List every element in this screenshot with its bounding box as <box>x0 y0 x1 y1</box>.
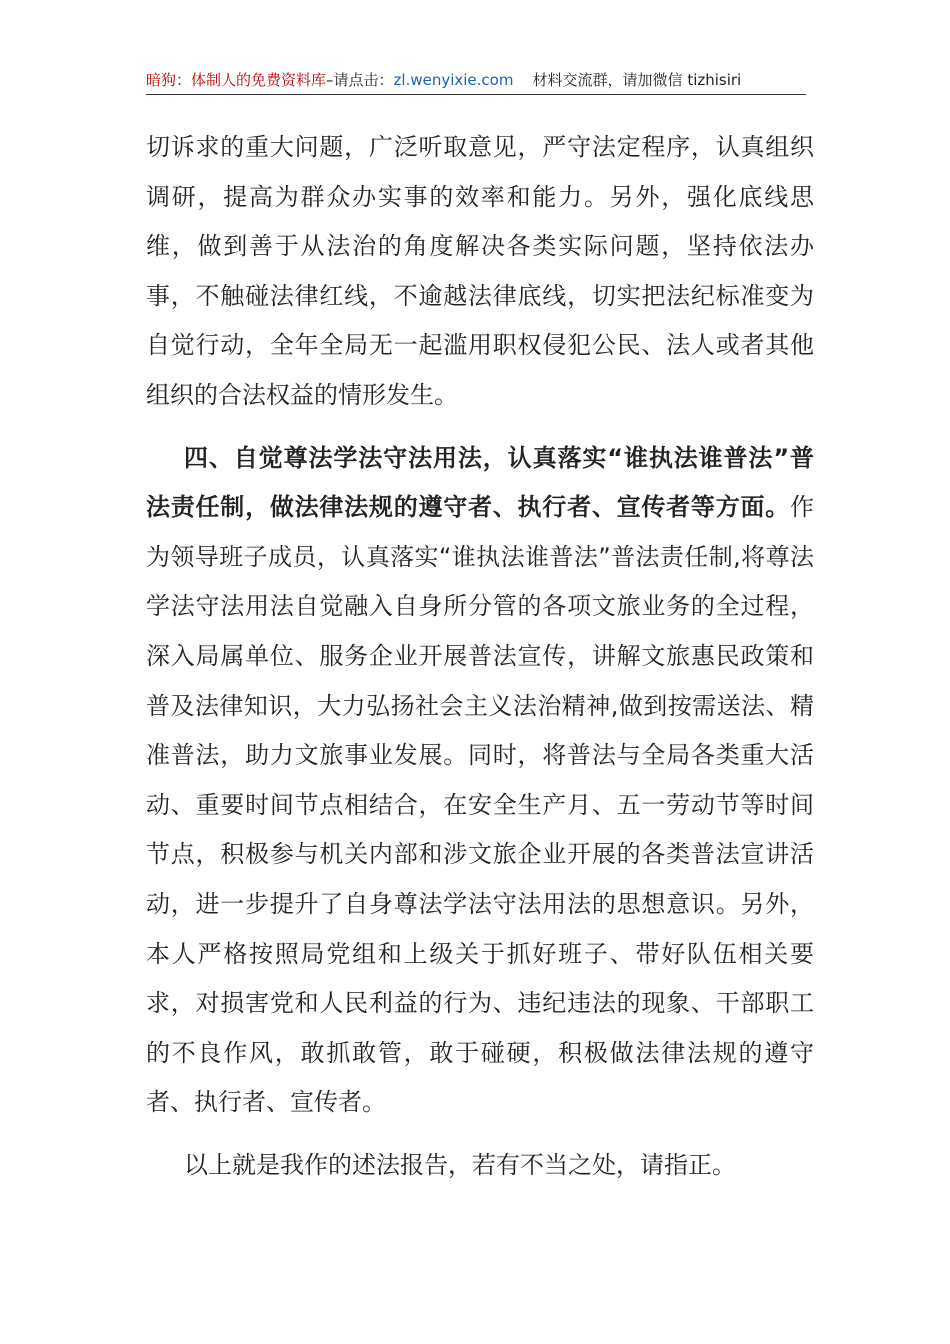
page-header <box>146 66 806 95</box>
section-4-paragraph <box>146 434 814 1128</box>
section-4-heading: 四、自觉尊法学法守法用法，认真落实“谁执法谁普法”普法责任制，做法律法规的遵守者、执行者、宣传者等方面。 <box>146 443 814 522</box>
closing-paragraph: 以上就是我作的述法报告，若有不当之处，请指正。 <box>184 1150 736 1179</box>
paragraph-continued: 切诉求的重大问题，广泛听取意见，严守法定程序，认真组织调研，提高为群众办实事的效率和能力。另外，强化底线思维，做到善于从法治的角度解决各类实际问题，坚持依法办事，不触碰法律红线，不逾越法律底线，切实把法纪标准变为自觉行动，全年全局无一起滥用职权侵犯公民、法人或者其他组织的合法权益的情形发生。 <box>146 133 814 409</box>
header-click-prompt: –请点击： <box>326 71 394 89</box>
header-spacer <box>513 71 532 89</box>
header-group-note: 材料交流群，请加微信 tizhisiri <box>532 71 742 89</box>
header-site-name: 暗狗：体制人的免费资料库 <box>146 71 327 89</box>
document-body <box>146 123 814 1190</box>
header-site-link[interactable]: zl.wenyixie.com <box>393 71 514 89</box>
section-4-body: 作为领导班子成员，认真落实“谁执法谁普法”普法责任制,将尊法学法守法用法自觉融入自身所分管的各项文旅业务的全过程，深入局属单位、服务企业开展普法宣传，讲解文旅惠民政策和普及法律知识，大力弘扬社会主义法治精神,做到按需送法、精准普法，助力文旅事业发展。同时，将普法与全局各类重大活动、重要时间节点相结合，在安全生产月、五一劳动节等时间节点，积极参与机关内部和涉文旅企业开展的各类普法宣讲活动，进一步提升了自身尊法学法守法用法的思想意识。另外，本人严格按照局党组和上级关于抓好班子、带好队伍相关要求，对损害党和人民利益的行为、违纪违法的现象、干部职工的不良作风，敢抓敢管，敢于碰硬，积极做法律法规的遵守者、执行者、宣传者。 <box>146 493 814 1117</box>
